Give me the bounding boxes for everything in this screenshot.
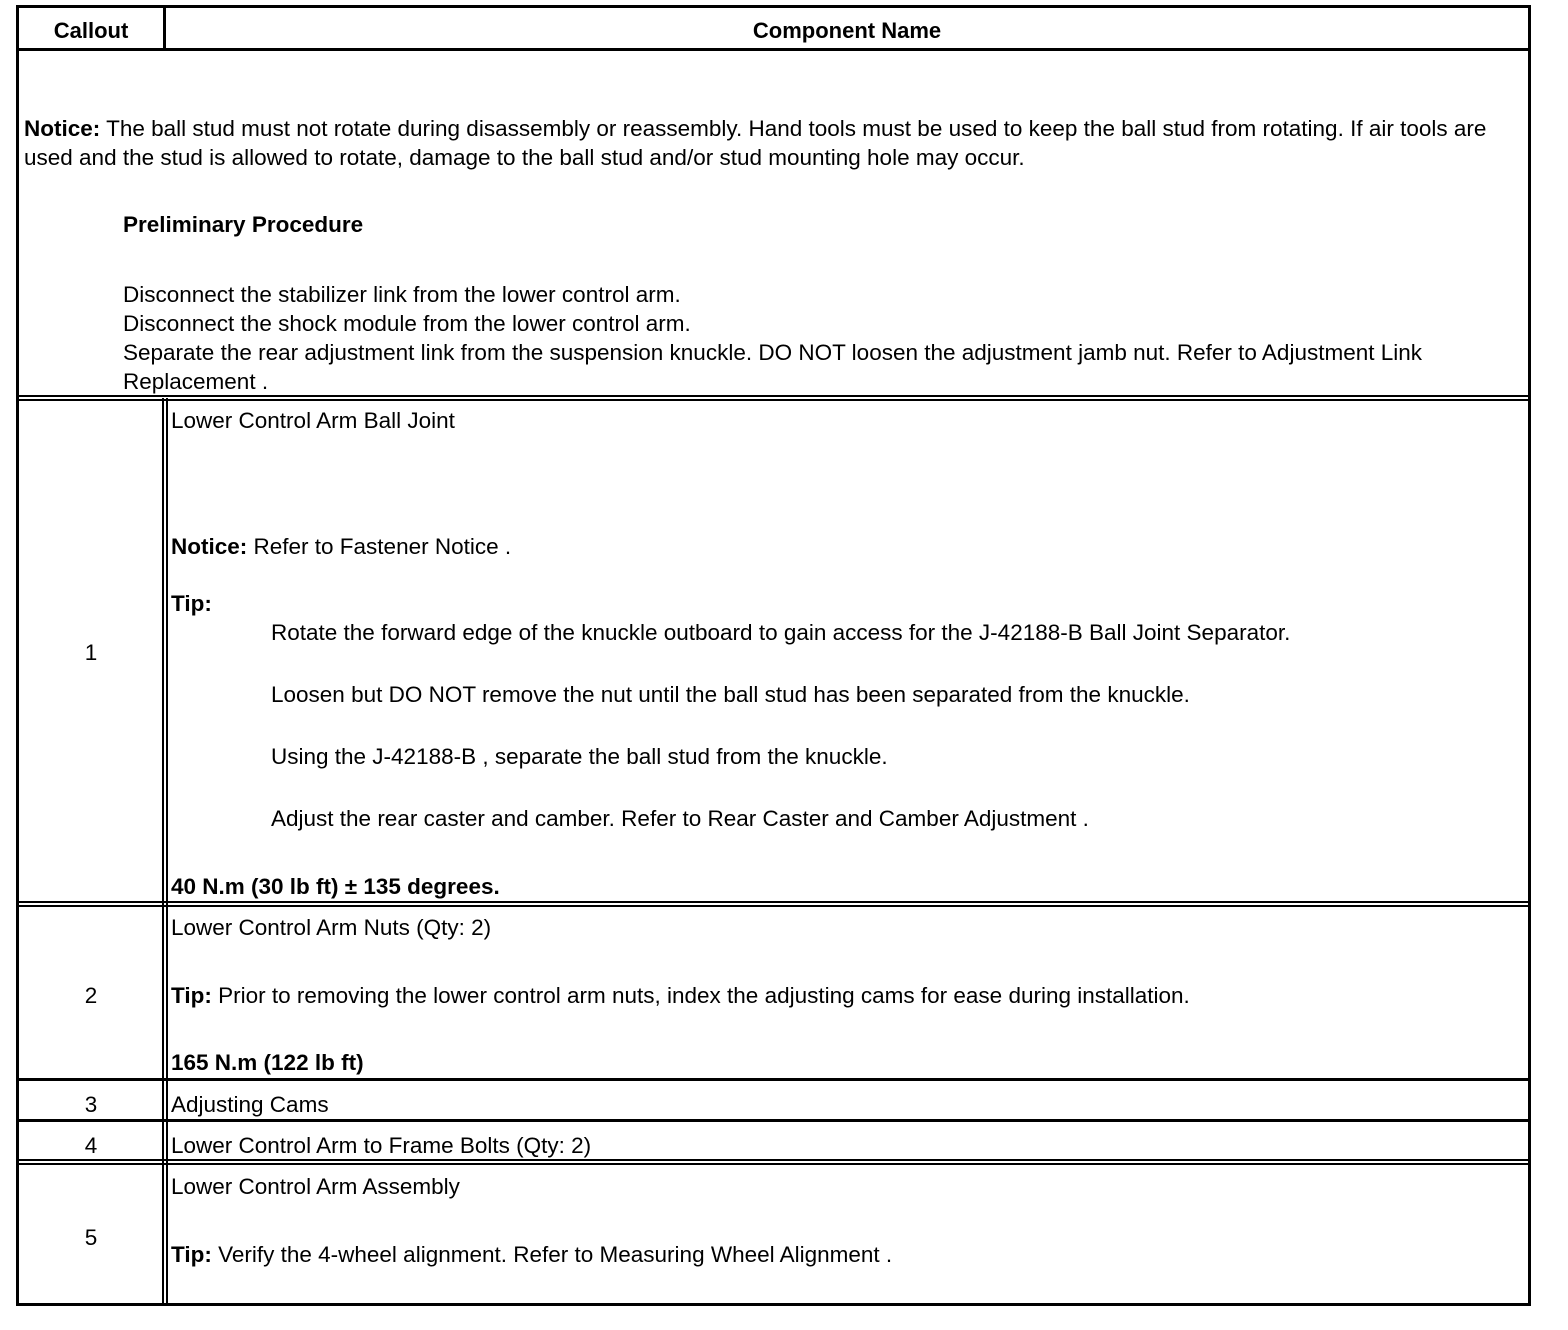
- row-4-bottom-rule: [19, 1159, 1528, 1165]
- row-1-notice-text: Refer to Fastener Notice .: [247, 534, 512, 559]
- header-callout: Callout: [53, 18, 129, 43]
- preliminary-steps: [123, 280, 1520, 396]
- row-2-bottom-rule: [19, 1078, 1528, 1081]
- row-1-tip-label-text: Tip:: [171, 591, 212, 616]
- preliminary-notice: [24, 114, 1522, 172]
- preliminary-step-1: Disconnect the stabilizer link from the lower control arm.: [123, 282, 681, 307]
- preliminary-step-2: Disconnect the shock module from the lower control arm.: [123, 311, 691, 336]
- row-2-torque: 165 N.m (122 lb ft): [171, 1050, 364, 1075]
- row-2-tip: [171, 981, 1524, 1010]
- row-5-callout: 5: [84, 1225, 98, 1250]
- row-1-notice-label: Notice:: [171, 534, 248, 559]
- row-1-notice: [171, 532, 1524, 561]
- row-1-tip-1: Rotate the forward edge of the knuckle outboard to gain access for the J-42188-B Ball Joint Separator.: [271, 620, 1291, 645]
- row-1-callout: 1: [84, 640, 98, 665]
- row-4-name: Lower Control Arm to Frame Bolts (Qty: 2): [171, 1133, 592, 1158]
- row-1-tip-3: Using the J-42188-B , separate the ball stud from the knuckle.: [271, 744, 888, 769]
- header-bottom-rule: [19, 48, 1528, 51]
- row-3-bottom-rule: [19, 1119, 1528, 1122]
- row-5-tip: [171, 1240, 1524, 1269]
- preliminary-notice-text: The ball stud must not rotate during disassembly or reassembly. Hand tools must be used to keep the ball stud from rotating. If air tools are used and the stud is allowed to rotate, damage to the ball stud and/or stud mounting hole may occur.: [24, 116, 1487, 170]
- preliminary-notice-label: Notice:: [24, 116, 101, 141]
- header-divider: [163, 8, 166, 48]
- row-1-name: Lower Control Arm Ball Joint: [171, 408, 455, 433]
- row-1-component: [171, 406, 1524, 435]
- preliminary-bottom-rule: [19, 395, 1528, 401]
- row-1-tip-label: [171, 589, 1524, 618]
- row-2-tip-text: Prior to removing the lower control arm nuts, index the adjusting cams for ease during installation.: [211, 983, 1190, 1008]
- row-2-callout: 2: [84, 983, 98, 1008]
- row-5-tip-text: Verify the 4-wheel alignment. Refer to Measuring Wheel Alignment .: [211, 1242, 893, 1267]
- header-component-name: Component Name: [752, 18, 942, 43]
- row-3-name: Adjusting Cams: [171, 1092, 329, 1117]
- row-1-tip-4: Adjust the rear caster and camber. Refer to Rear Caster and Camber Adjustment .: [271, 806, 1089, 831]
- preliminary-section: [24, 114, 1522, 172]
- row-1-bottom-rule: [19, 901, 1528, 907]
- column-divider: [162, 398, 168, 1303]
- row-3-callout: 3: [84, 1092, 98, 1117]
- procedure-table: [16, 5, 1531, 1306]
- row-4-callout: 4: [84, 1133, 98, 1158]
- row-5-name: Lower Control Arm Assembly: [171, 1174, 460, 1199]
- row-2-name: Lower Control Arm Nuts (Qty: 2): [171, 915, 492, 940]
- row-1-tip-2: Loosen but DO NOT remove the nut until the ball stud has been separated from the knuckle.: [271, 682, 1190, 707]
- row-5-tip-label: Tip:: [171, 1242, 212, 1267]
- preliminary-step-3: Separate the rear adjustment link from the suspension knuckle. DO NOT loosen the adjustment jamb nut. Refer to Adjustment Link Replacement .: [123, 340, 1423, 394]
- preliminary-title: Preliminary Procedure: [123, 212, 364, 237]
- row-1-torque: 40 N.m (30 lb ft) ± 135 degrees.: [171, 874, 500, 899]
- row-2-tip-label: Tip:: [171, 983, 212, 1008]
